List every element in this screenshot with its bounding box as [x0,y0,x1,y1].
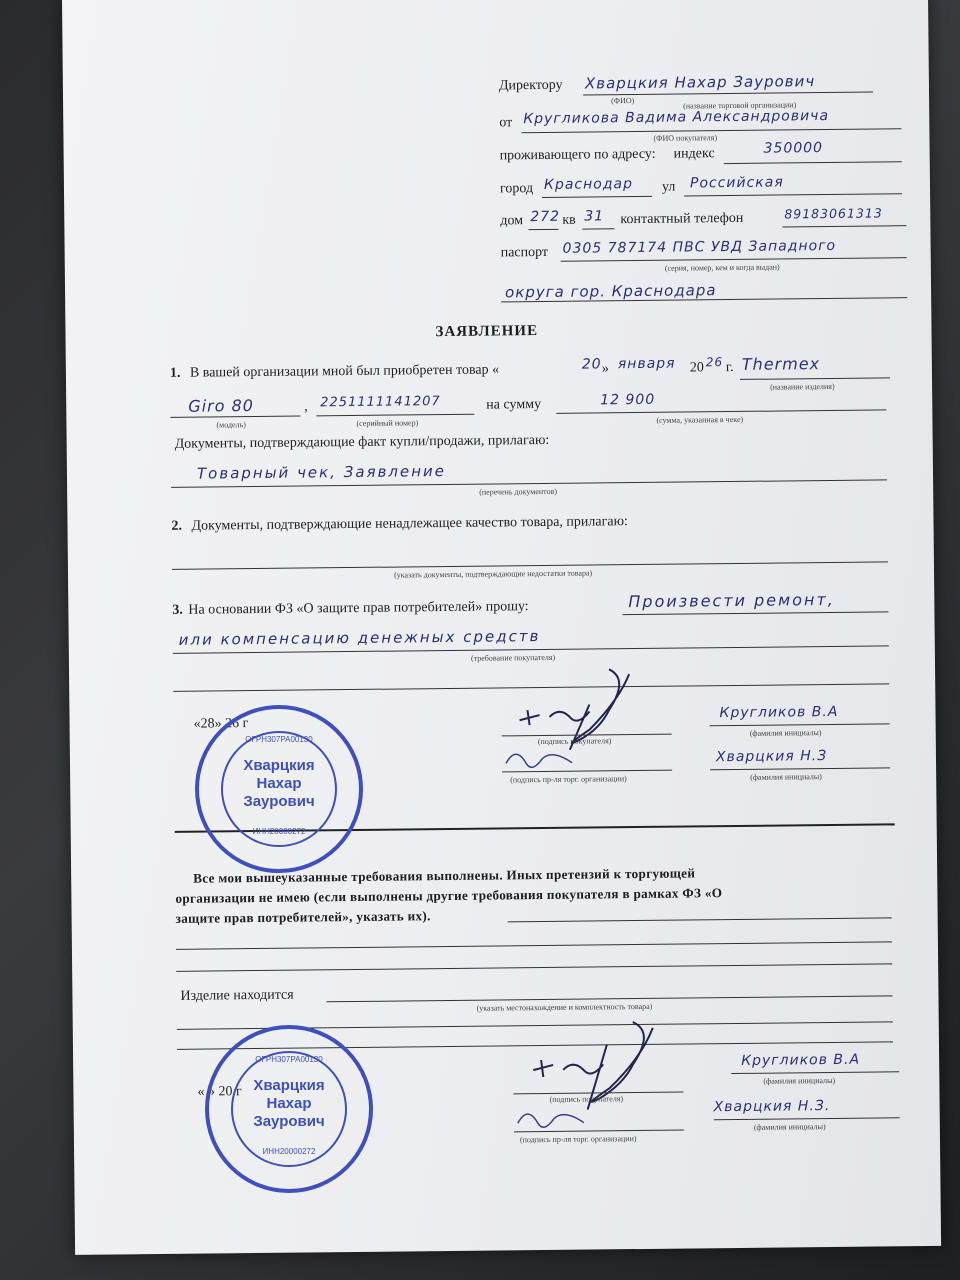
stamp2-inn: ИНН20000272 [262,1147,316,1156]
product-caption: (название изделия) [770,381,835,392]
serial-value: 2251111141207 [320,394,441,411]
seller-name-caption-1: (фамилия инициалы) [750,772,822,782]
index-label: индекс [673,146,715,162]
passport-label: паспорт [500,244,549,261]
docs-value: Товарный чек, Заявление [196,462,447,483]
passport-value: 0305 787174 ПВС УВД Западного [562,237,837,257]
stamp2-line2: Нахар [266,1095,312,1112]
street-value: Российская [689,174,784,192]
house-label: дом [500,213,524,229]
stamp-line1: Хварцкия [243,757,315,774]
address-label: проживающего по адресу: [499,146,656,164]
section3-num: 3. [172,602,183,618]
phone-value: 89183061313 [784,205,883,222]
section1-text: В вашей организации мной был приобретен товар « [189,362,500,381]
org-caption: (название торговой организации) [683,100,797,111]
purchase-month: января [617,355,676,373]
seller-signature-2 [514,1102,594,1133]
apt-value: 31 [584,208,605,225]
docs-label: Документы, подтверждающие факт купли/продажи, прилагаю: [174,432,550,452]
street-label: ул [661,179,676,195]
seller-name-2: Хварцкия Н.З. [713,1098,831,1116]
seller-sig-caption-1: (подпись пр-ля торг. организации) [510,774,627,785]
purchase-day: 20 [581,356,602,373]
buyer-sig-caption-1: (подпись покупателя) [537,736,612,747]
location-caption: (указать местонахождение и комплектность товара) [476,1001,653,1013]
purchase-year: 26 [705,355,724,370]
fio-caption: (ФИО) [611,96,635,106]
director-label: Директору [498,77,563,94]
buyer-name-2: Кругликов В.А [741,1051,861,1069]
date2: « » 20 г [197,1084,242,1100]
stamp-inn: ИНН20000272 [252,827,306,836]
director-value: Хварцкия Нахар Заурович [584,72,816,93]
section3-value2: или компенсацию денежных средств [178,627,541,649]
buyer-caption: (ФИО покупателя) [653,133,718,143]
stamp2-line3: Заурович [253,1113,325,1130]
section2-num: 2. [171,518,183,534]
sum-label: на сумму [486,397,542,413]
stamp2-line1: Хварцкия [253,1077,325,1094]
index-value: 350000 [763,140,824,157]
location-label: Изделие находится [180,987,294,1004]
completion-text3: защите прав потребителей», указать их). [175,908,431,926]
section3-text: На основании ФЗ «О защите прав потребителей» прошу: [188,599,529,618]
sum-value: 12 900 [600,391,656,409]
stamp-line3: Заурович [243,793,315,810]
phone-label: контактный телефон [620,210,744,228]
sum-caption: (сумма, указанная в чеке) [656,414,744,425]
seller-name-caption-2: (фамилия инициалы) [753,1122,826,1132]
seal-stamp-2 [205,1025,373,1193]
buyer-name-caption-1: (фамилия инициалы) [749,728,822,738]
buyer-name-caption-2: (фамилия инициалы) [763,1075,836,1086]
date1: «28» 26 г [193,716,249,732]
section1-num: 1. [169,365,181,381]
section2-caption: (указать документы, подтверждающие недостатки товара) [393,568,593,580]
year-suffix: г. [725,359,734,376]
completion-text2: организации не имею (если выполнены другие требования покупателя в рамках ФЗ «О [175,885,723,906]
section3-value1: Произвести ремонт, [628,589,835,612]
from-value: Кругликова Вадима Александровича [523,107,830,128]
section2-text: Документы, подтверждающие ненадлежащее качество товара, прилагаю: [191,514,628,534]
passport-value2: округа гор. Краснодара [504,281,717,302]
stamp2-ogrn: ОГРН307РА00130 [255,1055,323,1064]
document-title: ЗАЯВЛЕНИЕ [435,323,539,341]
completion-text1: Все мои вышеуказанные требования выполнены. Иных претензий к торгующей [193,865,696,886]
model-value: Giro 80 [188,396,255,416]
stamp-ogrn: ОГРН307РА00130 [245,735,313,744]
house-value: 272 [530,208,561,226]
seal-stamp-1 [195,705,363,873]
product-name: Thermex [741,354,821,374]
seller-name-1: Хварцкия Н.З [715,748,828,766]
from-label: от [499,115,513,131]
city-value: Краснодар [543,176,634,193]
seller-sig-caption-2: (подпись пр-ля торг. организации) [519,1134,637,1145]
document-sheet: Директору Хварцкия Нахар Заурович (ФИО) (название торговой организации) от Кругликова Вадима Александровича (ФИО покупателя) проживающего по адресу: индекс 350000 город Краснодар ул Российская дом 272 кв 31 контактный телефон 89183061313 паспорт 0305 787174 ПВС УВД Западного (серия, номер, кем и когда выдан) округа гор. Краснодара ЗАЯВЛЕНИЕ 1. В вашей организации мной был приобретен товар « 20 » января 20 26 г. Thermex (название изделия) Giro 80 (модель) , 2251111141207 (серийный номер) на сумму 12 900 (сумма, указанная в чеке) Документы, подтверждающие факт купли/продажи, прилагаю: Товарный чек, Заявление (перечень документов) 2. Документы, подтверждающие ненадлежащее качество товара, прилагаю: (указать документы, подтверждающие недостатки товара) 3. На основании ФЗ «О защите прав потребителей» прошу: Произвести ремонт, или компенсацию денежных средств (требование покупателя) «28» 26 г (подпись покупателя) Кругликов В.А (фамилия инициалы) (подпись пр-ля торг. организации) Хварцкия Н.З (фамилия инициалы) Все мои вышеуказанные требования выполнены. Иных претензий к торгующей организации не имею (если выполнены другие требования покупателя в рамках ФЗ «О защите прав потребителей», указать их). Изделие находится (указать местонахождение и комплектность товара) « » 20 г (подпись покупателя) Кругликов В.А (фамилия инициалы) (подпись пр-ля торг. организации) Хварцкия Н.З. (фамилия инициалы) [62,0,941,1255]
seller-signature-1 [502,743,582,774]
section3-caption: (требование покупателя) [470,652,556,663]
passport-caption: (серия, номер, кем и когда выдан) [664,262,780,273]
apt-label: кв [562,212,576,228]
city-label: город [499,181,534,197]
serial-caption: (серийный номер) [356,418,419,428]
stamp-line2: Нахар [256,775,302,792]
year-prefix: 20 [689,360,704,376]
docs-caption: (перечень документов) [479,486,558,497]
buyer-name-1: Кругликов В.А [719,703,839,722]
model-caption: (модель) [216,420,246,430]
buyer-sig-caption-2: (подпись покупателя) [549,1094,624,1104]
